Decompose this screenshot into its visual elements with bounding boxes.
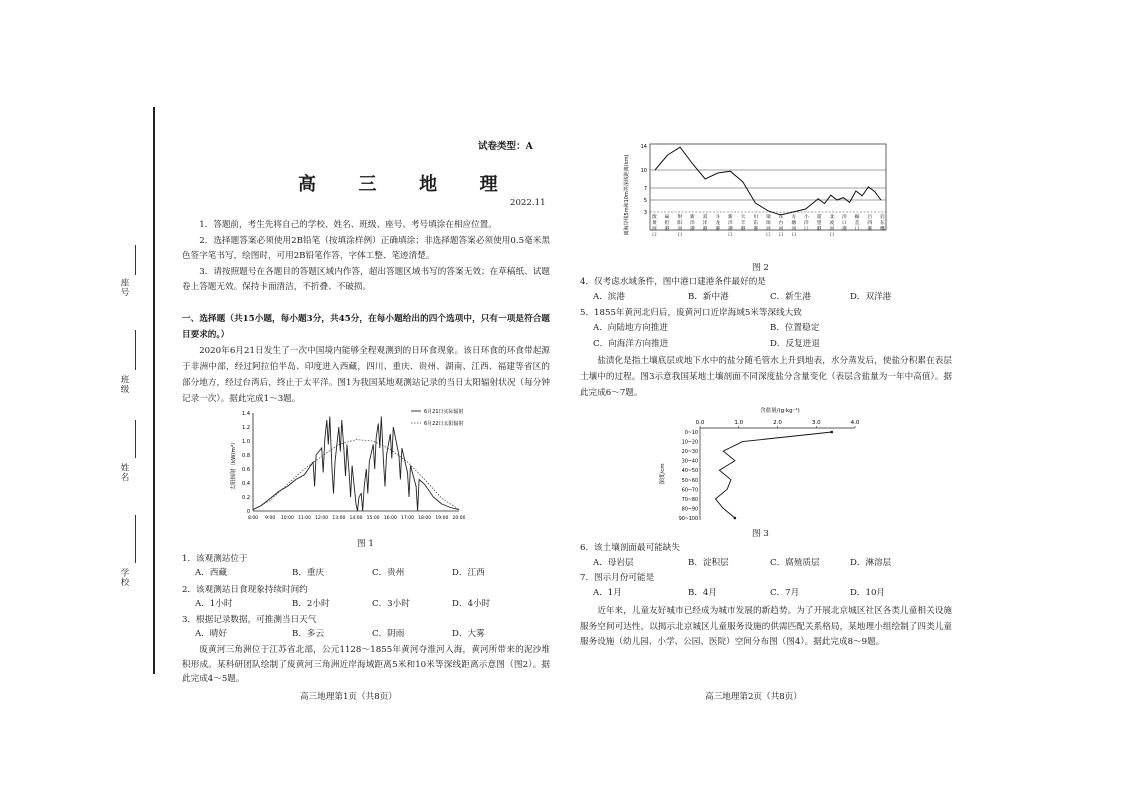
fig2-station-label: 北凌河口 (829, 215, 835, 238)
q1-option-c: C．贵州 (372, 568, 405, 578)
fig1-legend-jun22: 6月22日太阳辐射 (424, 421, 464, 427)
q7-option-d: D．10月 (850, 588, 886, 598)
fig2-ytick-label: 14 (640, 144, 647, 150)
question-4: 4．仅考虑水域条件，图中港口建港条件最好的是 (580, 277, 766, 287)
fig2-ytick-label: 10 (640, 168, 647, 174)
fig1-series-jun21 (253, 417, 459, 512)
fig2-station-label: 大丰港 (740, 215, 746, 232)
fig1-xtick-label: 10:00 (280, 516, 294, 521)
fig3-ytick-label: 70~80 (681, 497, 698, 503)
q6-option-b: B．淀积层 (688, 558, 729, 568)
figure-1-chart (225, 405, 465, 523)
q7-option-c: C．7月 (770, 588, 800, 598)
fig2-station-label: 扁担港 (664, 215, 670, 232)
left-footer: 高三地理第1页（共8页） (300, 692, 397, 702)
question-2-options (195, 597, 535, 612)
binding-class-label: 班级 (119, 375, 129, 394)
figure-1-caption: 图 1 (357, 539, 374, 549)
fig1-ytick-label: 0 (246, 509, 250, 515)
fig3-xtick-label: 0.0 (695, 420, 705, 426)
fig1-ylabel: 太阳辐射（kW/m²） (231, 439, 237, 491)
fig2-ylabel: 离海岸线5m和10m等深线距离(km) (624, 154, 630, 236)
fig1-xtick-label: 17:00 (401, 516, 414, 521)
fig1-xtick-label: 11:00 (298, 516, 311, 521)
fig3-point (734, 517, 737, 520)
figure-3-chart (650, 404, 870, 526)
fig1-xtick-label: 13:00 (332, 516, 346, 521)
binding-seam-line (153, 107, 155, 674)
q6-option-d: D．淋溶层 (850, 558, 892, 568)
fig1-xtick-label: 12:00 (315, 516, 329, 521)
right-footer: 高三地理第2页（共8页） (705, 692, 802, 702)
fig3-ytick-label: 60~70 (681, 488, 698, 494)
fig1-ytick-label: 0.2 (242, 495, 250, 501)
fig2-station-label: 洋口港 (842, 215, 847, 232)
fig3-top-label: 含盐量/(g·kg⁻¹) (760, 408, 800, 414)
q1-option-b: B．重庆 (292, 568, 325, 578)
binding-school-label: 学校 (119, 568, 129, 587)
question-intro-1-3: 2020年6月21日发生了一次中国境内能够全程观测到的日环食现象。该日环食的环食带起源于非洲中部，经过阿拉伯半岛、印度进入西藏，四川、重庆、贵州、湖南、江西、福建等省区的部分地方，经过台湾后，终止于太平洋。图1为我国某地观测站记录的当日太阳辐射状况（每分钟记录一次）。据此完成1～3题。 (182, 346, 550, 404)
fig1-series-jun22 (253, 440, 459, 510)
fig2-station-label: 遥望港 (816, 215, 822, 232)
fig3-ylabel: 深度/cm (660, 463, 666, 485)
fig2-station-label: 射阳河口 (677, 215, 683, 238)
figure-2-caption: 图 2 (752, 263, 769, 273)
question-3: 3．根据记录数据，可推测当日天气 (182, 615, 317, 625)
fig1-ytick-label: 0.4 (242, 481, 250, 487)
fig2-station-label: 梁垛河口 (766, 215, 771, 238)
q5-option-b: B．位置稳定 (770, 323, 820, 333)
binding-name-label: 姓名 (119, 463, 129, 482)
question-2: 2．该观测站日食现象持续时间约 (182, 585, 308, 595)
q4-option-b: B．新中港 (688, 292, 729, 302)
question-intro-8-9: 近年来，儿童友好城市已经成为城市发展的新趋势。为了开展北京城区社区各类儿童相关设施服务空间可达性，以揭示北京城区儿童服务设施的供需匹配关系格局，某地理小组绘制了四类儿童服务设施（幼儿园、小学、公园、医院）空间分布图（图4）。据此完成8～9题。 (580, 606, 952, 647)
fig3-ytick-label: 30~40 (681, 459, 698, 465)
figure-3-caption: 图 3 (752, 529, 769, 539)
binding-name-underline (135, 420, 136, 458)
question-5-options-row1 (593, 321, 933, 336)
q1-option-d: D．江西 (452, 568, 485, 578)
fig3-ytick-label: 0~10 (684, 431, 698, 436)
fig3-ytick-label: 50~60 (681, 478, 698, 484)
q3-option-a: A．晴好 (195, 629, 227, 639)
fig3-xtick-label: 2.0 (773, 420, 782, 426)
fig3-xtick-label: 4.0 (850, 420, 860, 426)
fig2-station-label: 斗龙港 (715, 215, 721, 232)
question-intro-4-5: 废黄河三角洲位于江苏省北部，公元1128～1855年黄河夺淮河入海，黄河所带来的泥沙堆积形成。某科研团队绘制了废黄河三角洲近岸海域距离5米和10米等深线距离示意图（图2）。据此完成4～5题。 (182, 645, 550, 684)
q4-option-a: A．滨港 (593, 292, 625, 302)
fig2-ytick-label: 3 (643, 210, 647, 216)
fig1-ytick-label: 0.8 (242, 453, 250, 459)
question-5-options-row2 (593, 337, 933, 352)
q2-option-c: C．3小时 (372, 599, 410, 609)
q7-option-a: A．1月 (593, 588, 622, 598)
fig1-xtick-label: 19:00 (435, 516, 449, 521)
note-2: 2．选择题答案必须使用2B铅笔（按填涂样例）正确填涂；非选择题答案必须使用0.5毫米黑色签字笔书写，绘图时，可用2B铅笔作答，字体工整、笔迹清楚。 (182, 235, 550, 261)
question-intro-6-7: 盐渍化是指土壤底层或地下水中的盐分随毛管水上升到地表，水分蒸发后，使盐分积累在表层土壤中的过程。图3示意我国某地土壤剖面不同深度盐分含量变化（表层含盐量为一年中高值）。据此完成6～7题。 (580, 356, 952, 398)
fig2-station-label: 废黄河口 (652, 215, 657, 238)
fig1-xtick-label: 18:00 (418, 516, 432, 521)
question-1: 1．该观测站位于 (182, 554, 248, 564)
fig2-station-label: 小洋口 (804, 215, 809, 232)
exam-date: 2022.11 (510, 198, 546, 208)
q2-option-a: A．1小时 (195, 599, 233, 609)
q7-option-b: B．4月 (688, 588, 717, 598)
q2-option-b: B．2小时 (292, 599, 330, 609)
fig2-station-label: 掘苴口 (854, 215, 860, 232)
binding-school-underline (135, 515, 136, 563)
question-1-options (195, 566, 535, 581)
fig2-station-label: 双洋港 (702, 215, 708, 232)
fig1-xtick-label: 16:00 (383, 516, 397, 521)
fig2-station-label: 新洋港口 (728, 215, 733, 238)
question-6-options (593, 556, 933, 571)
fig1-xtick-label: 20:00 (452, 516, 465, 521)
binding-seat-underline (135, 245, 136, 275)
page-title: 高 三 地 理 (298, 174, 508, 195)
figure-2-chart (620, 140, 890, 260)
question-3-options (195, 627, 535, 642)
fig1-xtick-label: 15:00 (366, 516, 380, 521)
fig2-station-label: 新洋港 (690, 215, 695, 232)
fig3-salinity-line (716, 432, 832, 518)
fig2-ytick-label: 7 (643, 186, 647, 192)
fig1-xtick-label: 8:00 (247, 516, 259, 521)
q4-option-d: D．双洋港 (850, 292, 892, 302)
question-5: 5．1855年黄河北归后，废黄河口近岸海域5米等深线大致 (580, 308, 802, 318)
fig1-xtick-label: 9:00 (265, 516, 276, 521)
q1-option-a: A．西藏 (195, 568, 227, 578)
fig2-station-label: 吕四港 (867, 215, 873, 232)
fig2-station-label: 方塘河口 (791, 215, 797, 238)
fig2-station-label: 川东港 (753, 215, 759, 232)
fig2-station-label: 东台河口 (778, 215, 784, 238)
question-7-options (593, 586, 933, 601)
q6-option-c: C．腐殖质层 (770, 558, 820, 568)
fig1-ytick-label: 0.6 (242, 467, 250, 473)
fig3-ytick-label: 10~20 (681, 440, 698, 446)
q6-option-a: A．母岩层 (593, 558, 634, 568)
q2-option-d: D．4小时 (452, 599, 491, 609)
fig1-xtick-label: 14:00 (349, 516, 363, 521)
fig1-ytick-label: 1.4 (242, 411, 250, 417)
q3-option-d: D．大雾 (452, 629, 485, 639)
fig1-legend-jun21: 6月21日实际辐射 (424, 409, 464, 415)
fig1-ytick-label: 1.2 (242, 425, 250, 431)
notes-block (182, 218, 550, 296)
question-7: 7．图示月份可能是 (580, 573, 655, 583)
binding-class-underline (135, 330, 136, 370)
section-heading: 一、选择题（共15小题，每小题3分，共45分，在每小题给出的四个选项中，只有一项是符合题目要求的。） (182, 314, 550, 340)
fig3-ytick-label: 90~100 (678, 517, 698, 522)
q5-option-c: C．向海洋方向推进 (593, 339, 669, 349)
q5-option-d: D．反复进退 (770, 339, 820, 349)
q5-option-a: A．向陆地方向推进 (593, 323, 668, 333)
fig3-xtick-label: 1.0 (734, 420, 744, 426)
fig3-ytick-label: 20~30 (681, 450, 698, 456)
q4-option-c: C．新生港 (770, 292, 811, 302)
fig3-ytick-label: 40~50 (681, 469, 698, 475)
note-1: 1．答题前，考生先将自己的学校、姓名、班级、座号、考号填涂在相应位置。 (199, 220, 497, 230)
fig3-xtick-label: 3.0 (811, 420, 821, 426)
note-3: 3．请按照题号在各题目的答题区域内作答，超出答题区域书写的答案无效；在草稿纸、试题卷上答题无效。保持卡面清洁，不折叠、不破损。 (182, 266, 550, 292)
fig2-station-label: 启东嘴 (880, 215, 885, 232)
q3-option-b: B．多云 (292, 629, 325, 639)
fig3-ytick-label: 80~90 (681, 507, 698, 513)
fig1-ytick-label: 1.0 (242, 439, 250, 445)
question-6: 6．该土壤剖面最可能缺失 (580, 543, 680, 553)
fig2-distance-line (655, 147, 881, 215)
q3-option-c: C．阴雨 (372, 629, 405, 639)
binding-seat-label: 座号 (119, 278, 129, 297)
fig3-point (830, 431, 833, 434)
paper-type: 试卷类型：A (478, 141, 533, 152)
fig2-ytick-label: 5 (643, 198, 647, 204)
question-4-options (593, 290, 933, 305)
